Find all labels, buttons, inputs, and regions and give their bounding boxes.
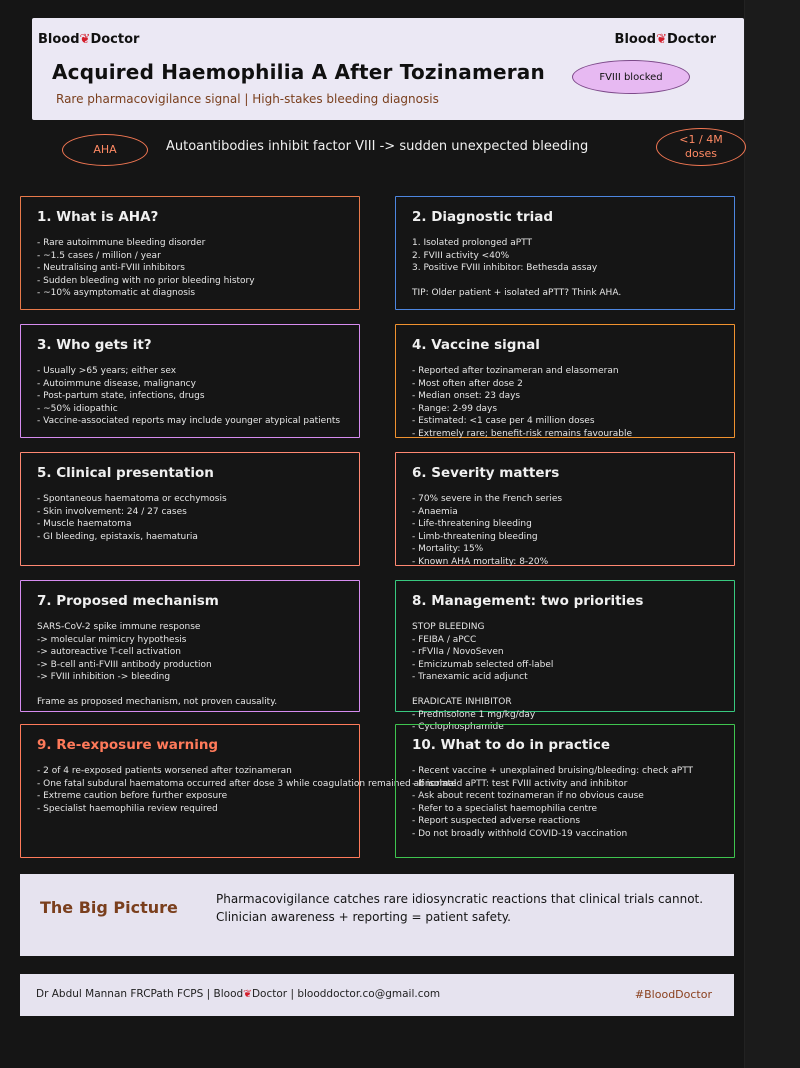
brand-text: Blood [614,32,657,47]
card-title: 3. Who gets it? [37,337,152,353]
card-list-item: - ~1.5 cases / million / year [37,250,161,261]
card-title: 4. Vaccine signal [412,337,540,353]
card-reexposure-warning [20,724,457,858]
card-list-item: - Reported after tozinameran and elasomeran [412,366,619,376]
card-list-item: Frame as proposed mechanism, not proven causality. [37,697,278,707]
card-list-item: - Refer to a specialist haemophilia centre [412,803,598,814]
card-list-item: SARS-CoV-2 spike immune response [37,622,201,632]
card-vaccine-signal [395,324,735,438]
card-list-item: - Muscle haematoma [37,519,132,529]
card-practice [395,724,735,858]
blood-drop-icon: ❦ [243,988,252,1000]
card-list-item: - Range: 2-99 days [412,403,498,414]
card-list-item: - Spontaneous haematoma or ecchymosis [37,494,227,504]
card-list-item [412,684,722,697]
card-clinical-presentation [20,452,360,566]
brand-text-end: Doctor [90,32,140,47]
card-title: 10. What to do in practice [412,737,611,753]
card-list [37,365,347,428]
card-mechanism [20,580,360,712]
card-list [412,237,722,300]
page-subtitle: Rare pharmacovigilance signal | High-stakes bleeding diagnosis [56,92,439,106]
card-list-item: - Estimated: <1 case per 4 million doses [412,416,595,426]
card-list-item: - Median onset: 23 days [412,391,521,401]
card-list [412,493,722,568]
card-list-item: 2. FVIII activity <40% [412,250,510,261]
big-picture-line: Pharmacovigilance catches rare idiosyncratic reactions that clinical trials cannot. [216,892,704,906]
card-list-item: - Extreme caution before further exposure [37,791,228,801]
card-list-item: - Most often after dose 2 [412,378,523,389]
card-list-item: - Cyclophosphamide [412,722,504,732]
card-list-item: - Anaemia [412,506,458,517]
footer-credit-end: Doctor | blooddoctor.co@gmail.com [251,988,441,1000]
card-list-item: 1. Isolated prolonged aPTT [412,238,532,248]
card-list-item [37,684,347,697]
card-list-item: - Autoimmune disease, malignancy [37,378,196,389]
card-management [395,580,735,732]
tagline-text: Autoantibodies inhibit factor VIII -> sudden unexpected bleeding [166,139,589,154]
card-title: 1. What is AHA? [37,209,159,225]
card-title: 9. Re-exposure warning [37,737,219,753]
card-list-item: - Tranexamic acid adjunct [412,672,528,682]
brand-logo-left [38,32,139,47]
card-list [412,765,722,840]
card-list-item: - Usually >65 years; either sex [37,366,177,376]
rate-unit: doses [685,147,717,160]
big-picture-title: The Big Picture [40,898,178,917]
card-list-item: - GI bleeding, epistaxis, haematuria [37,531,198,542]
card-list-item: - 2 of 4 re-exposed patients worsened after tozinameran [37,766,292,776]
rate-oval-text [679,133,722,161]
card-list-item: -> FVIII inhibition -> bleeding [37,672,171,682]
card-list-item: - ~10% asymptomatic at diagnosis [37,288,196,298]
card-list-item: - Neutralising anti-FVIII inhibitors [37,263,185,273]
card-list-item: TIP: Older patient + isolated aPTT? Think AHA. [412,288,622,298]
card-list-item: - If isolated aPTT: test FVIII activity and inhibitor [412,778,628,789]
big-picture-line: Clinician awareness + reporting = patient safety. [216,910,511,924]
footer [20,974,734,1016]
blood-drop-icon: ❦ [656,32,667,47]
card-title: 5. Clinical presentation [37,465,214,481]
footer-credit-start: Dr Abdul Mannan FRCPath FCPS | Blood [36,988,244,1000]
card-list [412,621,722,734]
card-list-item: - Extremely rare; benefit-risk remains favourable [412,428,632,439]
card-list-item: - Sudden bleeding with no prior bleeding history [37,275,255,286]
brand-text: Blood [38,32,80,47]
card-list-item: - rFVIIa / NovoSeven [412,647,504,657]
card-list-item: - Ask about recent tozinameran if no obvious cause [412,791,644,801]
big-picture-text [216,890,703,926]
card-list-item: - Known AHA mortality: 8-20% [412,556,549,567]
rate-value: <1 / 4M [679,133,723,147]
card-list [37,237,347,300]
card-list-item: - Vaccine-associated reports may include younger atypical patients [37,416,341,426]
card-list-item: - Specialist haemophilia review required [37,803,218,814]
card-list-item: -> autoreactive T-cell activation [37,647,181,657]
card-list-item: - Mortality: 15% [412,544,484,554]
tagline-row [0,128,800,172]
card-what-is-aha [20,196,360,310]
card-list-item: ERADICATE INHIBITOR [412,697,512,707]
card-list-item: - FEIBA / aPCC [412,634,477,645]
card-list [37,621,347,709]
card-diagnostic-triad [395,196,735,310]
aha-oval: AHA [62,134,148,166]
card-title: 2. Diagnostic triad [412,209,554,225]
card-list-item: - 70% severe in the French series [412,494,563,504]
card-list-item: - Emicizumab selected off-label [412,659,554,670]
header [32,18,744,120]
card-list [37,765,457,815]
card-list-item: STOP BLEEDING [412,622,485,632]
card-list-item: -> molecular mimicry hypothesis [37,634,187,645]
blood-drop-icon: ❦ [79,32,91,47]
card-list-item: -> B-cell anti-FVIII antibody production [37,659,212,670]
card-list-item: - Life-threatening bleeding [412,519,532,529]
card-list-item: - Skin involvement: 24 / 27 cases [37,506,187,517]
rate-oval [656,128,746,166]
card-list-item [412,275,722,288]
brand-logo-right [615,32,716,47]
card-list-item: - Prednisolone 1 mg/kg/day [412,709,536,720]
page-title: Acquired Haemophilia A After Tozinameran [52,60,545,84]
card-title: 6. Severity matters [412,465,560,481]
card-title: 8. Management: two priorities [412,593,644,609]
card-list-item: - ~50% idiopathic [37,403,118,414]
brand-text-end: Doctor [667,32,716,47]
card-who-gets-it [20,324,360,438]
big-picture-panel [20,874,734,956]
card-title: 7. Proposed mechanism [37,593,219,609]
card-list-item: - Do not broadly withhold COVID-19 vaccination [412,828,628,839]
card-list [37,493,347,543]
card-severity [395,452,735,566]
card-list-item: - Limb-threatening bleeding [412,531,538,542]
card-list-item: - Post-partum state, infections, drugs [37,391,205,401]
footer-credit [36,988,440,1000]
footer-hashtag: #BloodDoctor [634,988,712,1001]
card-list-item: - Report suspected adverse reactions [412,816,581,826]
card-list-item: - Rare autoimmune bleeding disorder [37,238,206,248]
card-list [412,365,722,440]
card-list-item: - Recent vaccine + unexplained bruising/bleeding: check aPTT [412,766,694,776]
fviii-blocked-badge: FVIII blocked [572,60,690,94]
card-list-item: - One fatal subdural haematoma occurred after dose 3 while coagulation remained abnormal [37,778,457,789]
card-list-item: 3. Positive FVIII inhibitor: Bethesda assay [412,263,598,273]
